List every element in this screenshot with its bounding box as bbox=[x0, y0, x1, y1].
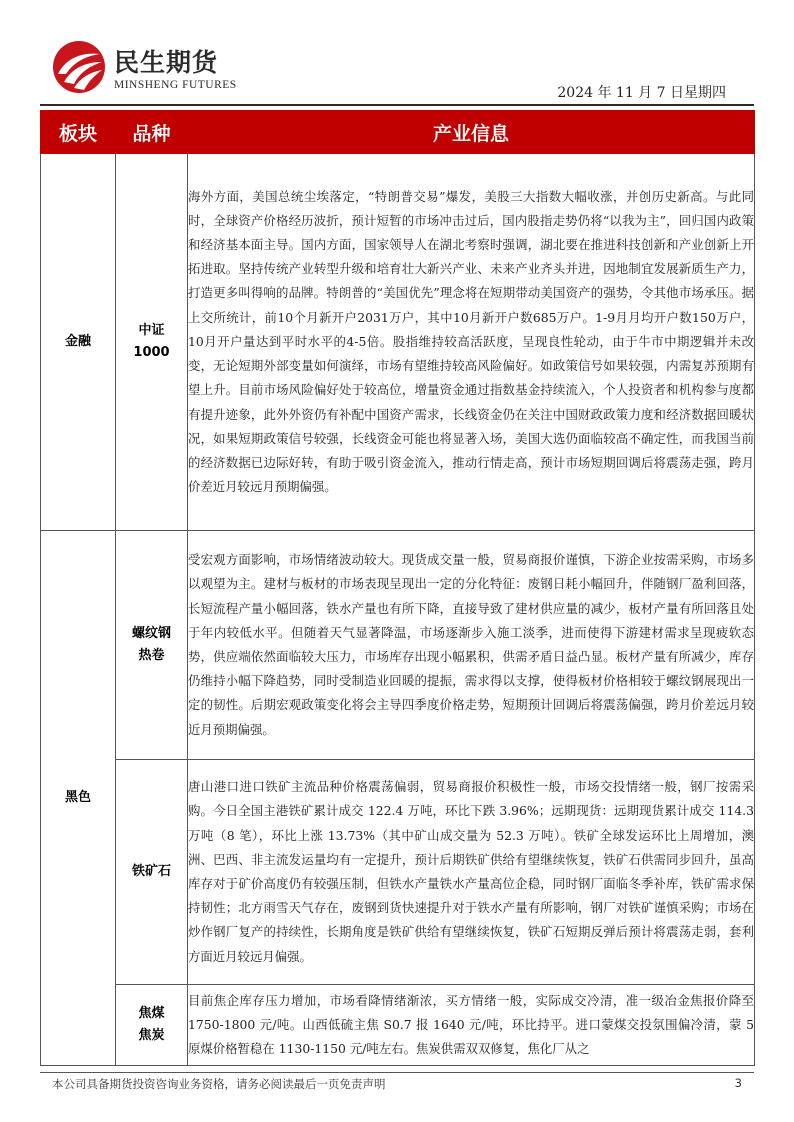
header-divider bbox=[40, 104, 754, 106]
sector-cell-finance: 金融 bbox=[41, 154, 116, 531]
product-name-line1: 铁矿石 bbox=[131, 864, 171, 879]
product-name-line2: 焦炭 bbox=[138, 1028, 165, 1043]
report-date: 2024 年 11 月 7 日星期四 bbox=[557, 85, 726, 101]
product-cell-iron-ore bbox=[116, 760, 188, 985]
product-name-line2: 1000 bbox=[133, 345, 170, 360]
disclaimer-note: 本公司具备期货投资咨询业务资格，请务必阅读最后一页免责声明 bbox=[52, 1077, 386, 1091]
table-row bbox=[41, 154, 755, 531]
product-name-line1: 螺纹钢 bbox=[131, 626, 171, 641]
industry-info-text bbox=[188, 985, 755, 1066]
product-cell-rebar-hrc bbox=[116, 531, 188, 760]
table-row bbox=[41, 531, 755, 760]
table-row bbox=[41, 985, 755, 1066]
industry-info-table bbox=[40, 110, 755, 1066]
industry-info-text: 海外方面，美国总统尘埃落定，“特朗普交易”爆发，美股三大指数大幅收涨，并创历史新高。与此同时，全球资产价格经历波折，预计短暂的市场冲击过后，国内股指走势仍将“以我为主”，回归国内政策和经济基本面主导。国内方面，国家领导人在湖北考察时强调，湖北要在推进科技创新和产业创新上开拓进取。坚持传统产业转型升级和培育壮大新兴产业、未来产业齐头并进，因地制宜发展新质生产力，打造更多叫得响的品牌。特朗普的“美国优先”理念将在短期带动美国资产的强势，令其他市场承压。据上交所统计，前10个月新开户2031万户，其中10月新开户数685万户。1-9月月均开户数150万户，10月开户量达到平时水平的4-5倍。股指维持较高活跃度，呈现良性轮动，由于牛市中期逻辑并未改变，无论短期外部变量如何演绎，市场有望维持较高风险偏好。如政策信号如果较强，内需复苏预期有望上升。目前市场风险偏好处于较高位，增量资金通过指数基金持续流入，个人投资者和机构参与度都有提升迹象，此外外资仍有补配中国资产需求，长线资金仍在关注中国财政政策力度和经济数据回暖状况，如果短期政策信号较强，长线资金可能也将显著入场，美国大选仍面临较高不确定性，而我国当前的经济数据已边际好转，有助于吸引资金流入，推动行情走高，预计市场短期回调后将震荡走强，跨月价差近月较远月预期偏强。 bbox=[188, 154, 755, 531]
footer-divider bbox=[40, 1072, 754, 1073]
industry-info-text-clipped: 目前焦企库存压力增加，市场看降情绪渐浓，买方情绪一般，实际成交冷清，准一级冶金焦报价降至 1750-1800 元/吨。山西低硫主焦 S0.7 报 1640 元/吨，环比持平。进口蒙煤交投氛围偏冷清，蒙 5 原煤价格暂稳在 1130-1150 元/吨左右。焦炭供需双双修复，焦化厂从之 bbox=[188, 993, 754, 1057]
sector-cell-ferrous: 黑色 bbox=[41, 531, 116, 1066]
column-header-sector: 板块 bbox=[41, 111, 116, 154]
page-header bbox=[0, 0, 794, 110]
industry-info-text: 唐山港口进口铁矿主流品种价格震荡偏弱，贸易商报价积极性一般，市场交投情绪一般，钢厂按需采购。今日全国主港铁矿累计成交 122.4 万吨，环比下跌 3.96%；远期现货：远期现货累计成交 114.3 万吨（8 笔），环比上涨 13.73%（其中矿山成交量为 52.3 万吨）。铁矿全球发运环比上周增加，澳洲、巴西、非主流发运量均有一定提升，预计后期铁矿供给有望继续恢复，铁矿石供需同步回升，虽高库存对于矿价高度仍有较强压制，但铁水产量铁水产量高位企稳，同时钢厂面临冬季补库，铁矿需求保持韧性；北方雨雪天气存在，废钢到货快速提升对于铁水产量有所影响，钢厂对铁矿谨慎采购；市场在炒作钢厂复产的持续性，长期角度是铁矿供给有望继续恢复，铁矿石短期反弹后预计将震荡走弱，套利方面近月较远月偏强。 bbox=[188, 760, 755, 985]
table-row bbox=[41, 760, 755, 985]
brand-name-en: MINSHENG FUTURES bbox=[114, 79, 237, 91]
product-cell-csi1000 bbox=[116, 154, 188, 531]
industry-info-text: 受宏观方面影响，市场情绪波动较大。现货成交量一般，贸易商报价谨慎，下游企业按需采购，市场多以观望为主。建材与板材的市场表现呈现出一定的分化特征：废钢日耗小幅回升，伴随钢厂盈利回落，长短流程产量小幅回落，铁水产量也有所下降，直接导致了建材供应量的减少，板材产量有所回落且处于年内较低水平。但随着天气显著降温，市场逐渐步入施工淡季，进而使得下游建材需求呈现疲软态势，供应端依然面临较大压力，市场库存出现小幅累积，供需矛盾日益凸显。板材产量有所减少，库存仍维持小幅下降趋势，同时受制造业回暖的提振，需求得以支撑，使得板材价格相较于螺纹钢展现出一定的韧性。后期宏观政策变化将会主导四季度价格走势，短期预计回调后将震荡偏强，跨月价差远月较近月预期偏强。 bbox=[188, 531, 755, 760]
product-name-line2: 热卷 bbox=[138, 648, 165, 663]
brand-name-cn: 民生期货 bbox=[114, 48, 219, 77]
column-header-product: 品种 bbox=[116, 111, 188, 154]
product-cell-coking-coal-coke bbox=[116, 985, 188, 1066]
product-name-line1: 焦煤 bbox=[138, 1006, 165, 1021]
product-name-line1: 中证 bbox=[138, 323, 165, 338]
column-header-industry-info: 产业信息 bbox=[188, 111, 755, 154]
minsheng-logo-icon bbox=[52, 40, 106, 94]
page-number: 3 bbox=[734, 1076, 742, 1090]
table-header-row bbox=[41, 111, 755, 154]
